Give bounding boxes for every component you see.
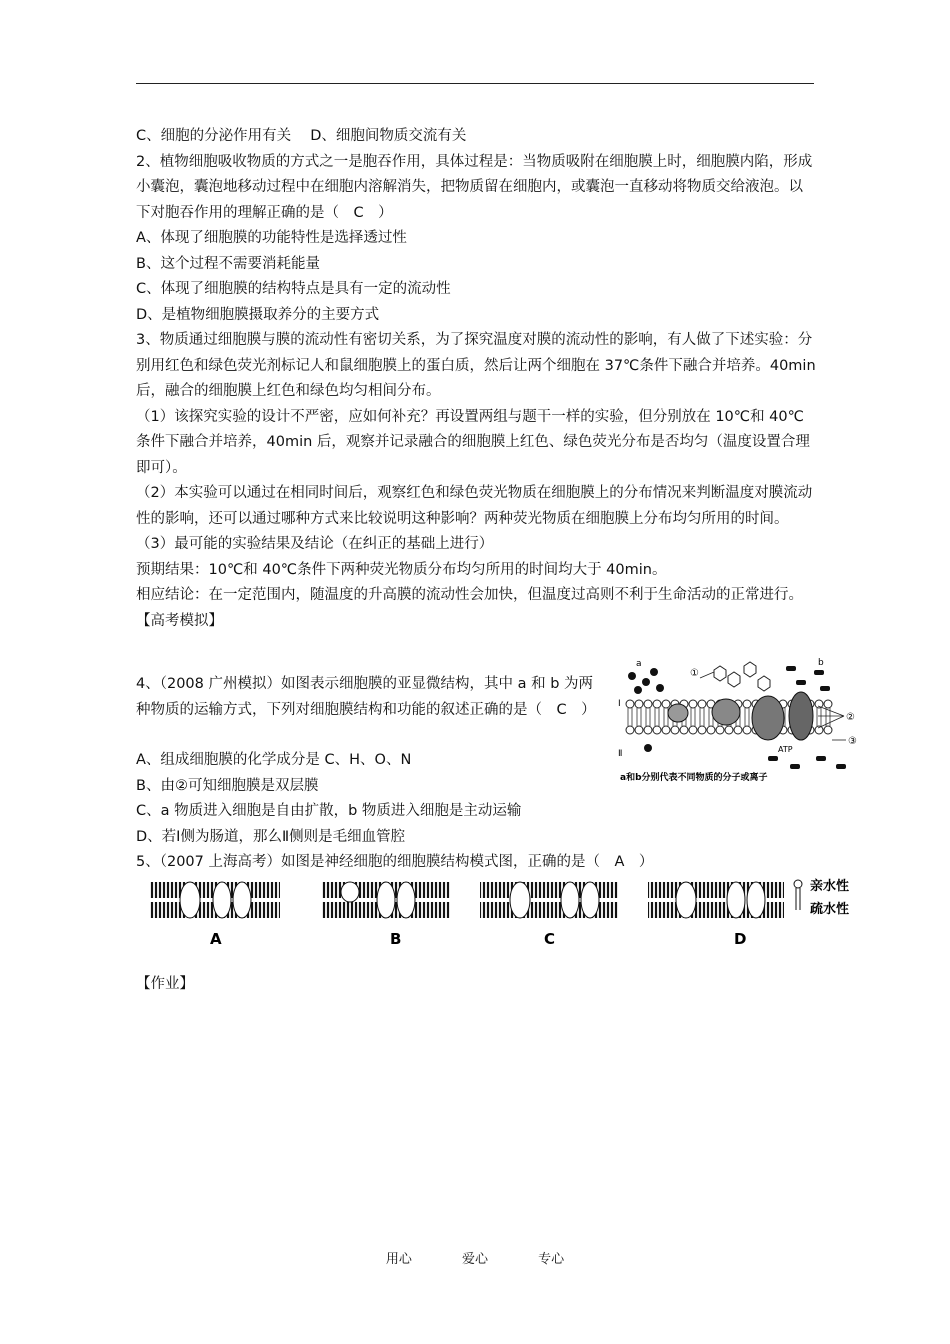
q2-option-d: D、是植物细胞膜摄取养分的主要方式: [136, 306, 380, 323]
q5-stem: 5、（2007 上海高考）如图是神经细胞的细胞膜结构模式图，正确的是（ A ）: [136, 854, 654, 870]
q2-stem: 2、植物细胞吸收物质的方式之一是胞吞作用，具体过程是：当物质吸附在细胞膜上时，细胞膜内陷，形成小囊泡，囊泡地移动过程中在细胞内溶解消失，把物质留在细胞内，或囊泡一直移动将物质交给液泡。以下对胞吞作用的理解正确的是（ C ）: [136, 153, 813, 221]
model-label-d: D: [734, 930, 747, 948]
q3-part3: （3）最可能的实验结果及结论（在纠正的基础上进行）: [136, 536, 494, 552]
model-label-c: C: [544, 930, 556, 948]
model-b: [322, 882, 450, 918]
q3-part2: （2）本实验可以通过在相同时间后，观察红色和绿色荧光物质在细胞膜上的分布情况来判断温度对膜流动性的影响，还可以通过哪种方式来比较说明这种影响？两种荧光物质在细胞膜上分布均匀所用的时间。: [136, 485, 813, 527]
label-side-1: Ⅰ: [618, 699, 621, 709]
model-d: [648, 882, 784, 918]
glycoprotein-chains: [714, 662, 770, 691]
q4-option-b: B、由②可知细胞膜是双层膜: [136, 777, 319, 794]
line-q1-options: C、细胞的分泌作用有关 D、细胞间物质交流有关: [136, 128, 467, 144]
membrane-models-figure: [150, 878, 870, 950]
header-rule: [136, 83, 814, 84]
label-3: ③: [848, 736, 857, 747]
q2-option-b: B、这个过程不需要消耗能量: [136, 255, 320, 272]
q3-expected-result: 预期结果：10℃和 40℃条件下两种荧光物质分布均匀所用的时间均大于 40min。: [136, 561, 667, 578]
footer-word-3: 专心: [538, 1252, 565, 1267]
q4-stem: 4、（2008 广州模拟）如图表示细胞膜的亚显微结构，其中 a 和 b 为两种物质的运输方式，下列对细胞膜结构和功能的叙述正确的是（ C ）: [136, 676, 596, 718]
footer-word-2: 爱心: [461, 1252, 488, 1267]
fig1-caption: a和b分别代表不同物质的分子或离子: [620, 773, 768, 783]
label-b: b: [818, 658, 824, 668]
model-c: [480, 882, 618, 918]
model-label-b: B: [390, 930, 402, 948]
q3-part1: （1）该探究实验的设计不严密，应如何补充？再设置两组与题干一样的实验，但分别放在 10℃和 40℃条件下融合并培养，40min 后，观察并记录融合的细胞膜上红色、绿色荧光分布是否均匀（温度设置合理即可）。: [136, 408, 810, 476]
q4-option-a: A、组成细胞膜的化学成分是 C、H、O、N: [136, 752, 412, 768]
model-a: [150, 882, 280, 918]
legend-hydrophilic: 亲水性: [810, 879, 850, 894]
label-atp: ATP: [778, 745, 793, 754]
q4-option-c: C、a 物质进入细胞是自由扩散，b 物质进入细胞是主动运输: [136, 803, 522, 819]
label-2: ②: [846, 712, 855, 723]
text-block-top: [136, 124, 816, 634]
footer-word-1: 用心: [385, 1252, 412, 1267]
label-a: a: [636, 659, 642, 669]
model-label-a: A: [210, 930, 222, 948]
label-1: ①: [690, 668, 699, 679]
homework-heading: 【作业】: [136, 976, 194, 992]
label-side-2: Ⅱ: [618, 749, 623, 759]
q3-conclusion: 相应结论：在一定范围内，随温度的升高膜的流动性会加快，但温度过高则不利于生命活动的正常进行。: [136, 587, 803, 603]
section-heading-mock: 【高考模拟】: [136, 612, 223, 629]
homework-block: [136, 972, 816, 998]
legend-hydrophobic: 疏水性: [810, 902, 850, 917]
page-footer: [0, 1248, 950, 1267]
q3-stem: 3、物质通过细胞膜与膜的流动性有密切关系，为了探究温度对膜的流动性的影响，有人做了下述实验：分别用红色和绿色荧光剂标记人和鼠细胞膜上的蛋白质，然后让两个细胞在 37℃条件下融合并培养。40min 后，融合的细胞膜上红色和绿色均匀相间分布。: [136, 332, 816, 399]
q4-option-d: D、若Ⅰ侧为肠道，那么Ⅱ侧则是毛细血管腔: [136, 828, 406, 845]
legend-lipid-icon: [794, 880, 802, 910]
q2-option-c: C、体现了细胞膜的结构特点是具有一定的流动性: [136, 281, 451, 297]
q4-block: [136, 672, 606, 723]
q2-option-a: A、体现了细胞膜的功能特性是选择透过性: [136, 230, 407, 246]
membrane-structure-figure: [618, 656, 864, 790]
